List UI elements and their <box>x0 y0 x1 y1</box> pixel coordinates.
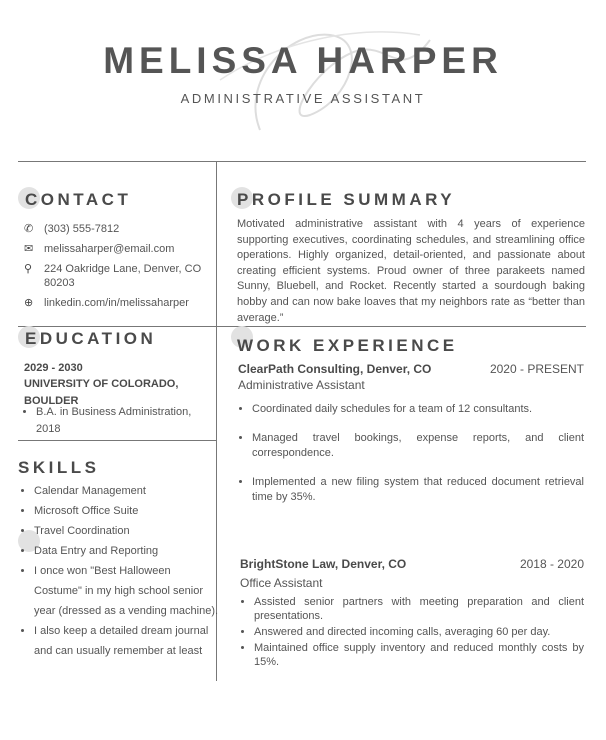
skill-item: • Travel Coordination <box>34 521 220 541</box>
phone-icon: ✆ <box>24 223 34 235</box>
job-title: ADMINISTRATIVE ASSISTANT <box>180 91 426 106</box>
divider <box>18 161 586 162</box>
job-bullet: • Managed travel bookings, expense reports, and client correspondence. <box>252 431 584 461</box>
skill-item: • Data Entry and Reporting <box>34 541 220 561</box>
job-bullet: • Implemented a new filing system that reduced document retrieval time by 35%. <box>252 475 584 505</box>
job-company: ClearPath Consulting, Denver, CO <box>238 362 432 376</box>
contact-heading: CONTACT <box>25 190 132 209</box>
profile-heading: PROFILE SUMMARY <box>237 190 456 209</box>
profile-summary: Motivated administrative assistant with 4 years of experience supporting executives, coordinating schedules, and streamlining office operations. Highly organized, detail-oriented, and passionate about creating efficient systems. Proud owner of three parakeets named Sunny, Bluebell, and Rocket. Recently started a sourdough baking hobby and can now bake loaves that my neighbors rate as “better than average.” <box>237 218 585 324</box>
education-school: UNIVERSITY OF COLORADO, BOULDER <box>24 378 179 407</box>
divider <box>18 440 216 441</box>
education-degree: • B.A. in Business Administration, 2018 <box>36 404 206 437</box>
job-dates: 2020 - PRESENT <box>489 362 584 376</box>
linkedin-link[interactable]: linkedin.com/in/melissaharper <box>44 297 189 309</box>
job-company: BrightStone Law, Denver, CO <box>240 557 407 571</box>
skills-list <box>20 481 220 657</box>
contact-list <box>24 222 210 316</box>
job-dates: 2018 - 2020 <box>519 557 584 571</box>
phone: (303) 555-7812 <box>44 223 120 235</box>
education-years: 2029 - 2030 <box>24 362 83 374</box>
education-heading: EDUCATION <box>25 329 157 348</box>
skill-item: • I once won "Best Halloween Costume" in my high school senior year (dressed as a vending machine). <box>34 561 220 621</box>
job-role: Office Assistant <box>240 576 323 590</box>
skill-item: • Calendar Management <box>34 481 220 501</box>
job-entry <box>240 557 584 669</box>
email-icon: ✉ <box>24 243 34 255</box>
skills-heading: SKILLS <box>18 458 100 477</box>
address: 224 Oakridge Lane, Denver, CO 80203 <box>44 263 202 289</box>
job-bullet: • Assisted senior partners with meeting preparation and client presentations. <box>254 595 584 623</box>
candidate-name: MELISSA HARPER <box>103 40 503 81</box>
job-role: Administrative Assistant <box>238 378 365 392</box>
job-bullet: • Coordinated daily schedules for a team of 12 consultants. <box>252 402 584 417</box>
work-heading: WORK EXPERIENCE <box>237 336 458 355</box>
email[interactable]: melissaharper@email.com <box>44 243 175 255</box>
location-pin-icon: ⚲ <box>24 263 33 275</box>
skill-item: • Microsoft Office Suite <box>34 501 220 521</box>
skill-item: • I also keep a detailed dream journal and can usually remember at least <box>34 621 220 641</box>
job-entry <box>238 362 584 505</box>
job-bullet: • Maintained office supply inventory and reduced monthly costs by 15%. <box>254 641 584 669</box>
globe-icon: ⊕ <box>24 297 34 309</box>
job-bullet: • Answered and directed incoming calls, averaging 60 per day. <box>254 625 584 639</box>
